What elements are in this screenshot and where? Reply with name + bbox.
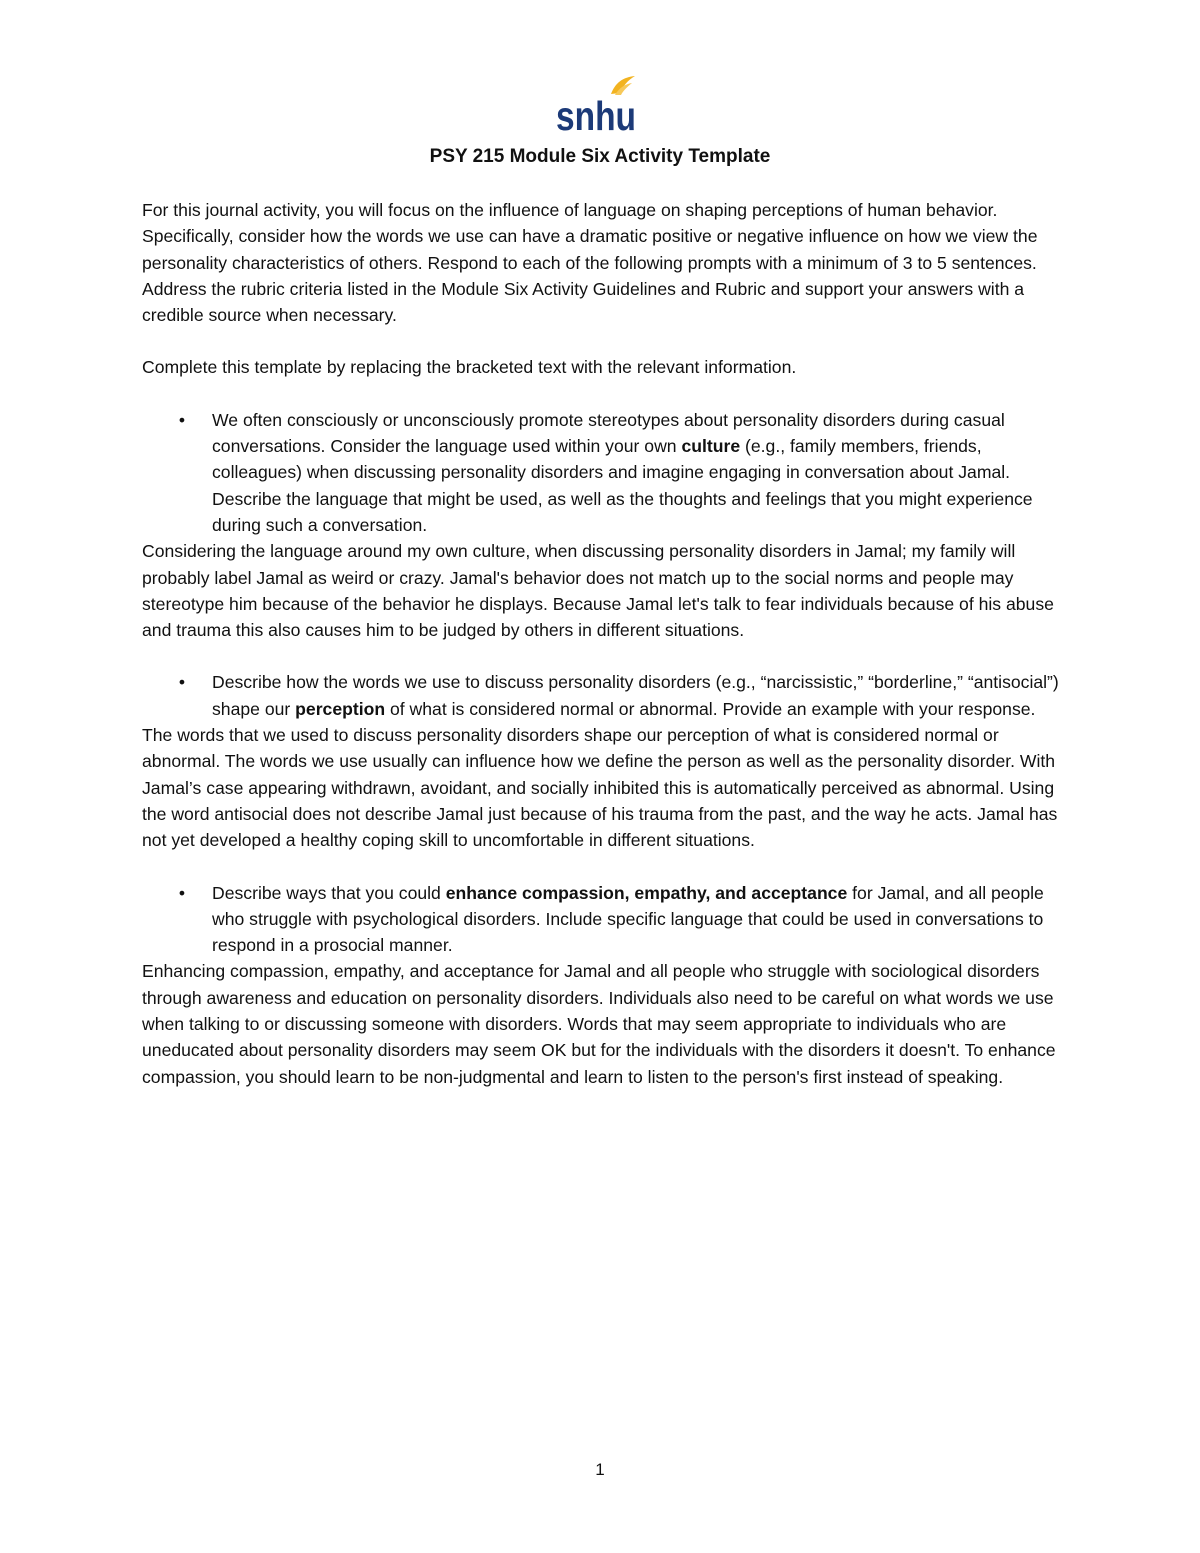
bullet-icon: • [178,672,186,693]
snhu-logo [555,74,639,139]
prompt-2: • Describe how the words we use to discuss personality disorders (e.g., “narcissistic,” “borderline,” “antisocial”) shape our perception of what is considered normal or abnormal. Provide an example with your response. [142,669,1062,722]
intro-paragraph: For this journal activity, you will focus on the influence of language on shaping perceptions of human behavior. Specifically, consider how the words we use can have a dramatic positive or negative influence on how we view the personality characteristics of others. Respond to each of the following prompts with a minimum of 3 to 5 sentences. Address the rubric criteria listed in the Module Six Activity Guidelines and Rubric and support your answers with a credible source when necessary. [142,200,1038,326]
response-3: Enhancing compassion, empathy, and acceptance for Jamal and all people who struggle with sociological disorders through awareness and education on personality disorders. Individuals also need to be careful on what words we use when talking to or discussing someone with disorders. Words that may seem appropriate to individuals who are uneducated about personality disorders may seem OK but for the individuals with the disorders it doesn't. To enhance compassion, you should learn to be non-judgmental and learn to listen to the person's first instead of speaking. [142,961,1056,1087]
document-title: PSY 215 Module Six Activity Template [429,146,771,167]
page-number: 1 [595,1460,605,1479]
svg-text:snhu: snhu [556,93,636,139]
instruction-paragraph: Complete this template by replacing the bracketed text with the relevant information. [142,357,797,378]
response-1: Considering the language around my own culture, when discussing personality disorders in Jamal; my family will probably label Jamal as weird or crazy. Jamal's behavior does not match up to the social norms and people may stereotype him because of the behavior he displays. Because Jamal let's talk to fear individuals because of his abuse and trauma this also causes him to be judged by others in different situations. [142,541,1054,641]
document-body [142,197,1062,1090]
bullet-icon: • [178,409,186,430]
prompt-1: • We often consciously or unconsciously promote stereotypes about personality disorders during casual conversations. Consider the language used within your own culture (e.g., family members, friends, colleagues) when discussing personality disorders and imagine engaging in conversation about Jamal. Describe the language that might be used, as well as the thoughts and feelings that you might experience during such a conversation. [142,407,1062,538]
bullet-icon: • [178,882,186,903]
prompt-3: • Describe ways that you could enhance compassion, empathy, and acceptance for Jamal, and all people who struggle with psychological disorders. Include specific language that could be used in conversations to respond in a prosocial manner. [142,880,1062,959]
response-2: The words that we used to discuss personality disorders shape our perception of what is considered normal or abnormal. The words we use usually can influence how we define the person as well as the personality disorder. With Jamal’s case appearing withdrawn, avoidant, and socially inhibited this is automatically perceived as abnormal. Using the word antisocial does not describe Jamal just because of his trauma from the past, and the way he acts. Jamal has not yet developed a healthy coping skill to uncomfortable in different situations. [142,725,1058,851]
